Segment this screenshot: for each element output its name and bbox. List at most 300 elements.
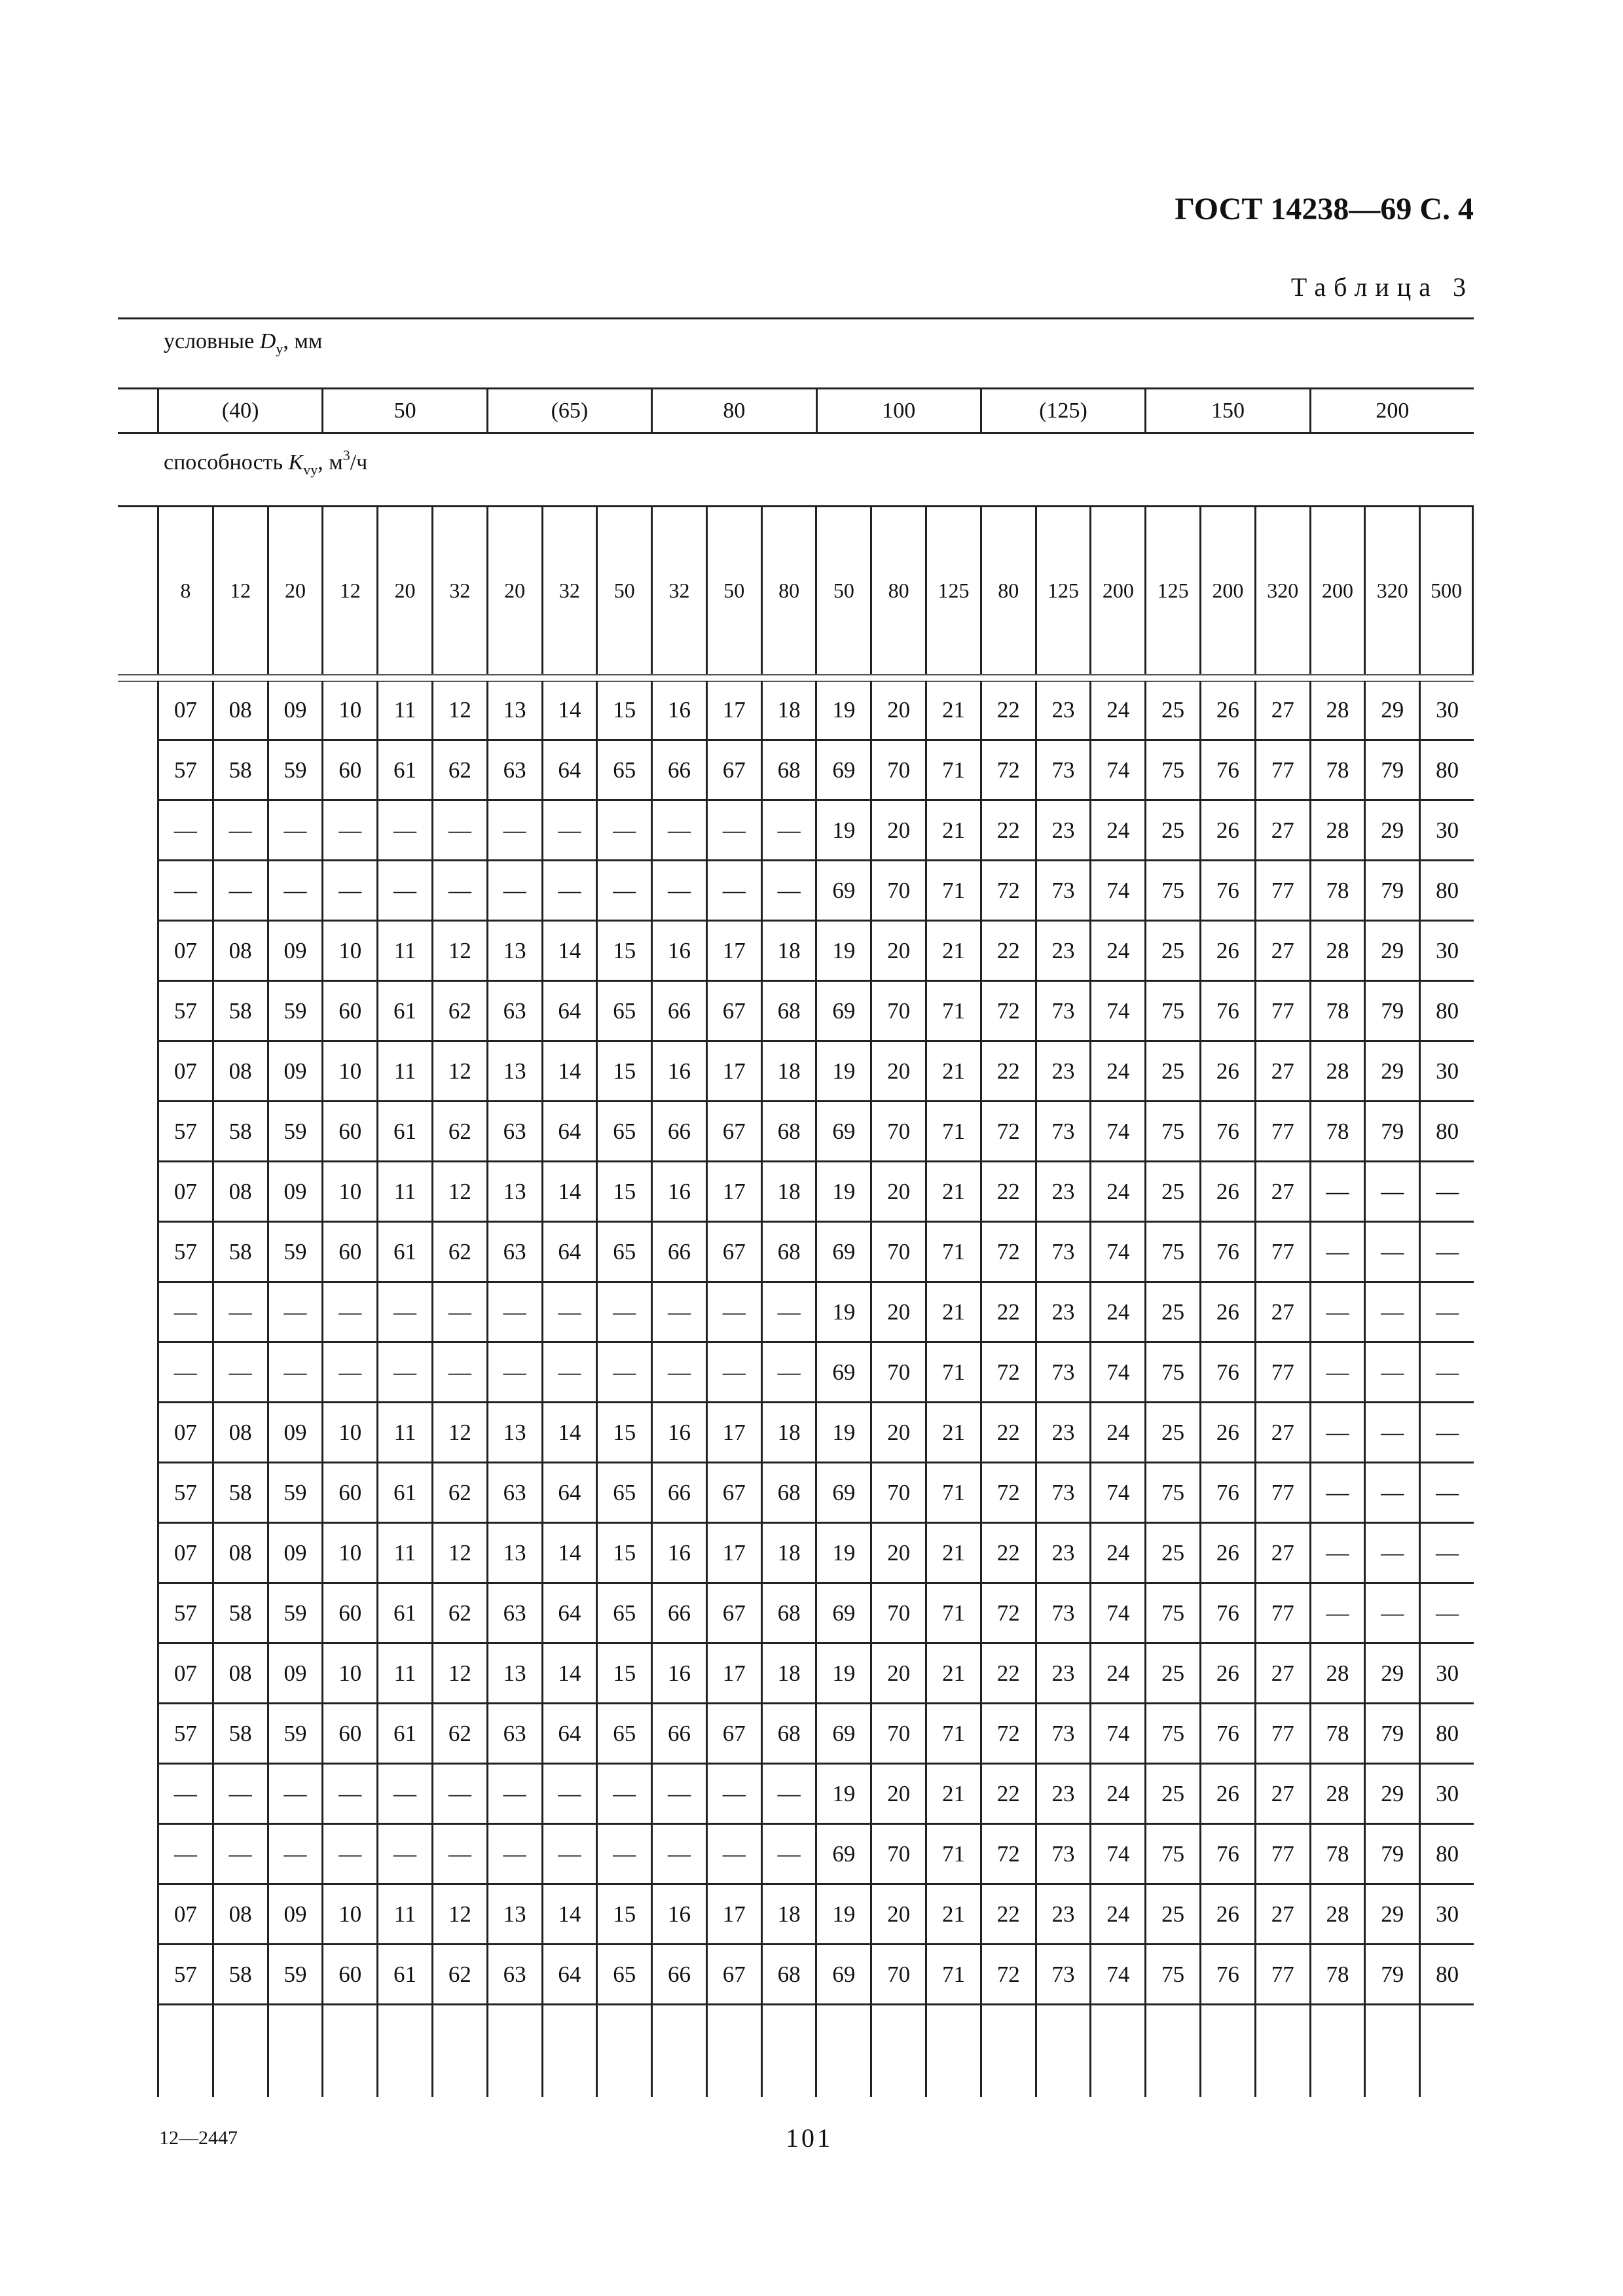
table-cell: 71 xyxy=(925,1343,980,1403)
table-cell: 20 xyxy=(870,922,925,982)
table-cell: 09 xyxy=(267,1885,322,1945)
table-cell: 72 xyxy=(980,1102,1035,1162)
table-cell: 57 xyxy=(157,1704,212,1765)
table-cell: 62 xyxy=(431,1584,486,1644)
table-cell: 13 xyxy=(486,1162,541,1223)
table-cell: 71 xyxy=(925,861,980,922)
table-cell: — xyxy=(596,1343,651,1403)
table-cell: 62 xyxy=(431,1223,486,1283)
table-cell: — xyxy=(706,1765,761,1825)
table-cell: 12 xyxy=(431,1644,486,1704)
table-cell: 26 xyxy=(1199,1403,1254,1463)
kv-cell: 32 xyxy=(651,507,706,674)
table-cell: 57 xyxy=(157,982,212,1042)
table-cell: 17 xyxy=(706,1162,761,1223)
flow-capacity-row xyxy=(157,507,1474,674)
table-cell: 27 xyxy=(1254,801,1309,861)
table-cell-empty xyxy=(1254,2005,1309,2097)
table-cell: — xyxy=(1309,1343,1364,1403)
table-cell: 75 xyxy=(1144,1584,1199,1644)
table-cell: 15 xyxy=(596,681,651,741)
table-cell: — xyxy=(431,801,486,861)
kv-cell: 20 xyxy=(376,507,431,674)
table-cell: 22 xyxy=(980,1885,1035,1945)
table-cell-empty xyxy=(651,2005,706,2097)
table-cell: 79 xyxy=(1364,1704,1419,1765)
table-cell: 70 xyxy=(870,1825,925,1885)
kv-cell: 320 xyxy=(1364,507,1419,674)
table-cell: 75 xyxy=(1144,1463,1199,1524)
table-cell: 80 xyxy=(1419,741,1474,801)
table-cell: 13 xyxy=(486,1885,541,1945)
table-cell: — xyxy=(1419,1223,1474,1283)
table-cell: — xyxy=(376,1343,431,1403)
table-cell: 62 xyxy=(431,1704,486,1765)
table-cell: 15 xyxy=(596,1524,651,1584)
table-cell: 76 xyxy=(1199,1945,1254,2005)
table-cell: 15 xyxy=(596,1885,651,1945)
table-cell: — xyxy=(706,1283,761,1343)
table-cell: 76 xyxy=(1199,1102,1254,1162)
table-cell: 73 xyxy=(1035,1825,1090,1885)
table-cell: 27 xyxy=(1254,1283,1309,1343)
table-cell: 27 xyxy=(1254,922,1309,982)
table-cell: 09 xyxy=(267,1644,322,1704)
table-caption: Таблица 3 xyxy=(1290,272,1474,302)
table-cell: 74 xyxy=(1089,1945,1144,2005)
table-cell: 57 xyxy=(157,1223,212,1283)
table-cell: 11 xyxy=(376,1403,431,1463)
table-cell: 73 xyxy=(1035,1102,1090,1162)
table-cell: — xyxy=(486,1765,541,1825)
table-cell: — xyxy=(1309,1463,1364,1524)
table-cell: 71 xyxy=(925,1825,980,1885)
table-cell: 30 xyxy=(1419,1644,1474,1704)
table-cell: — xyxy=(486,861,541,922)
dn-cell: 200 xyxy=(1309,389,1474,433)
table-cell: — xyxy=(1419,1403,1474,1463)
table-cell: 61 xyxy=(376,1584,431,1644)
table-cell: 67 xyxy=(706,1945,761,2005)
table-cell: 80 xyxy=(1419,1945,1474,2005)
table-cell: 12 xyxy=(431,681,486,741)
dn-cell: (40) xyxy=(157,389,321,433)
kv-unit-exponent: 3 xyxy=(342,447,350,463)
table-cell: — xyxy=(1419,1283,1474,1343)
table-cell: 58 xyxy=(212,1102,267,1162)
table-cell: — xyxy=(541,861,596,922)
table-cell: 22 xyxy=(980,1042,1035,1102)
table-cell: 67 xyxy=(706,741,761,801)
table-cell: 23 xyxy=(1035,1162,1090,1223)
table-cell: 09 xyxy=(267,1042,322,1102)
table-cell: — xyxy=(157,1825,212,1885)
table-cell-empty xyxy=(596,2005,651,2097)
table-cell: 80 xyxy=(1419,861,1474,922)
table-cell: 24 xyxy=(1089,922,1144,982)
table-cell: 68 xyxy=(761,1945,816,2005)
table-cell: 74 xyxy=(1089,741,1144,801)
table-cell: — xyxy=(486,1343,541,1403)
kv-cell: 12 xyxy=(212,507,267,674)
table-cell: — xyxy=(431,1283,486,1343)
table-cell: — xyxy=(596,1283,651,1343)
table-cell: 74 xyxy=(1089,982,1144,1042)
table-cell: 68 xyxy=(761,982,816,1042)
footer-code: 12—2447 xyxy=(159,2127,238,2149)
table-cell: 76 xyxy=(1199,861,1254,922)
table-cell: 71 xyxy=(925,1223,980,1283)
table-cell: 26 xyxy=(1199,922,1254,982)
table-cell: 66 xyxy=(651,1704,706,1765)
table-cell: 62 xyxy=(431,982,486,1042)
table-cell: 07 xyxy=(157,1524,212,1584)
table-cell: 65 xyxy=(596,1223,651,1283)
table-cell: 27 xyxy=(1254,1524,1309,1584)
table-cell-empty xyxy=(870,2005,925,2097)
table-cell: — xyxy=(596,801,651,861)
dn-cell: (125) xyxy=(980,389,1144,433)
table-cell: 24 xyxy=(1089,1162,1144,1223)
table-cell: 16 xyxy=(651,922,706,982)
table-cell: 60 xyxy=(321,1584,376,1644)
table-cell: — xyxy=(761,1765,816,1825)
table-cell: 70 xyxy=(870,861,925,922)
table-cell: 18 xyxy=(761,1162,816,1223)
table-cell: 61 xyxy=(376,982,431,1042)
table-cell: 74 xyxy=(1089,861,1144,922)
table-cell: 15 xyxy=(596,1162,651,1223)
kv-cell: 200 xyxy=(1309,507,1364,674)
table-cell: 63 xyxy=(486,1223,541,1283)
kv-subscript: vy xyxy=(303,461,318,478)
kv-cell: 125 xyxy=(1035,507,1090,674)
table-cell: 23 xyxy=(1035,1765,1090,1825)
table-cell: 59 xyxy=(267,1223,322,1283)
table-cell: 73 xyxy=(1035,741,1090,801)
table-cell: — xyxy=(212,1765,267,1825)
table-cell: 20 xyxy=(870,1042,925,1102)
table-cell: 79 xyxy=(1364,741,1419,801)
table-cell: 25 xyxy=(1144,1644,1199,1704)
table-cell: 29 xyxy=(1364,1885,1419,1945)
table-cell: 17 xyxy=(706,922,761,982)
table-cell: 68 xyxy=(761,1584,816,1644)
table-cell: 77 xyxy=(1254,1825,1309,1885)
table-cell: 18 xyxy=(761,922,816,982)
table-cell: 74 xyxy=(1089,1704,1144,1765)
table-cell: — xyxy=(761,1825,816,1885)
table-cell: 57 xyxy=(157,1584,212,1644)
table-cell: 18 xyxy=(761,1042,816,1102)
table-cell: 80 xyxy=(1419,1825,1474,1885)
nominal-diameter-row xyxy=(157,389,1474,433)
table-cell: — xyxy=(157,1283,212,1343)
table-cell: 21 xyxy=(925,1042,980,1102)
table-cell: 24 xyxy=(1089,1283,1144,1343)
table-cell: 76 xyxy=(1199,1463,1254,1524)
table-cell: 27 xyxy=(1254,1885,1309,1945)
table-cell: 68 xyxy=(761,741,816,801)
table-cell: — xyxy=(761,1283,816,1343)
table-cell: 76 xyxy=(1199,741,1254,801)
kv-cell: 125 xyxy=(1144,507,1199,674)
table-cell: — xyxy=(1364,1162,1419,1223)
table-cell: 74 xyxy=(1089,1584,1144,1644)
table-cell: 71 xyxy=(925,982,980,1042)
table-cell-empty xyxy=(212,2005,267,2097)
table-cell: 69 xyxy=(815,982,870,1042)
table-cell: 24 xyxy=(1089,681,1144,741)
table-cell: 63 xyxy=(486,741,541,801)
table-cell: 08 xyxy=(212,1162,267,1223)
table-cell: 26 xyxy=(1199,1885,1254,1945)
table-cell: 71 xyxy=(925,1584,980,1644)
table-cell: 13 xyxy=(486,1644,541,1704)
table-cell: — xyxy=(541,1825,596,1885)
table-cell: 73 xyxy=(1035,861,1090,922)
table-cell: — xyxy=(376,1825,431,1885)
table-cell: — xyxy=(321,1283,376,1343)
table-cell: 10 xyxy=(321,1885,376,1945)
table-cell-empty xyxy=(157,2005,212,2097)
table-cell: 59 xyxy=(267,1704,322,1765)
table-cell: 21 xyxy=(925,801,980,861)
table-cell: 13 xyxy=(486,681,541,741)
table-cell: 65 xyxy=(596,982,651,1042)
table-cell: — xyxy=(541,1343,596,1403)
table-cell: — xyxy=(376,861,431,922)
table-cell: 21 xyxy=(925,1765,980,1825)
table-cell: 72 xyxy=(980,1463,1035,1524)
table-cell: 21 xyxy=(925,1524,980,1584)
table-cell: — xyxy=(596,861,651,922)
table-cell: 67 xyxy=(706,982,761,1042)
table-cell: 72 xyxy=(980,1584,1035,1644)
table-cell: 24 xyxy=(1089,1885,1144,1945)
table-cell: 60 xyxy=(321,1463,376,1524)
dn-cell: 100 xyxy=(816,389,980,433)
kv-cell: 200 xyxy=(1089,507,1144,674)
table-cell: 75 xyxy=(1144,861,1199,922)
table-cell: — xyxy=(267,1765,322,1825)
table-cell: 17 xyxy=(706,1524,761,1584)
table-cell: 72 xyxy=(980,982,1035,1042)
dn-cell: 150 xyxy=(1144,389,1309,433)
table-cell: 17 xyxy=(706,1885,761,1945)
table-cell: 27 xyxy=(1254,681,1309,741)
table-cell: 09 xyxy=(267,1524,322,1584)
table-cell-empty xyxy=(486,2005,541,2097)
table-cell: 66 xyxy=(651,1102,706,1162)
table-cell: — xyxy=(596,1825,651,1885)
table-cell: 76 xyxy=(1199,1825,1254,1885)
table-cell: 72 xyxy=(980,861,1035,922)
kv-cell: 8 xyxy=(157,507,212,674)
table-cell: 30 xyxy=(1419,801,1474,861)
table-cell: 77 xyxy=(1254,1223,1309,1283)
kv-unit: м xyxy=(329,450,343,475)
table-cell: 65 xyxy=(596,1463,651,1524)
table-cell: 25 xyxy=(1144,1042,1199,1102)
kv-label-prefix: способность xyxy=(164,450,283,475)
table-cell: 08 xyxy=(212,681,267,741)
dn-label: условные $D_у$, мм xyxy=(164,329,323,357)
table-cell: 63 xyxy=(486,1463,541,1524)
table-cell: — xyxy=(431,1343,486,1403)
table-cell-empty xyxy=(925,2005,980,2097)
table-cell: 18 xyxy=(761,1885,816,1945)
table-cell: 19 xyxy=(815,1162,870,1223)
table-cell: — xyxy=(212,861,267,922)
table-cell: 72 xyxy=(980,1343,1035,1403)
table-cell-empty xyxy=(980,2005,1035,2097)
table-cell: 10 xyxy=(321,1042,376,1102)
table-cell: 60 xyxy=(321,1102,376,1162)
table-cell: 17 xyxy=(706,1042,761,1102)
table-cell: 21 xyxy=(925,1885,980,1945)
table-cell: 12 xyxy=(431,922,486,982)
table-cell: — xyxy=(1364,1283,1419,1343)
table-cell: 30 xyxy=(1419,1885,1474,1945)
table-cell: 23 xyxy=(1035,1644,1090,1704)
table-cell: 72 xyxy=(980,1945,1035,2005)
table-cell: 23 xyxy=(1035,1885,1090,1945)
table-cell: 68 xyxy=(761,1704,816,1765)
table-cell: 72 xyxy=(980,741,1035,801)
table-cell: 77 xyxy=(1254,1945,1309,2005)
table-cell: — xyxy=(761,1343,816,1403)
table-cell: 67 xyxy=(706,1223,761,1283)
table-cell: — xyxy=(1364,1343,1419,1403)
table-cell: — xyxy=(157,861,212,922)
table-cell: 08 xyxy=(212,1403,267,1463)
table-cell: 70 xyxy=(870,1584,925,1644)
table-cell: 70 xyxy=(870,741,925,801)
table-cell: 15 xyxy=(596,1403,651,1463)
table-cell: — xyxy=(1364,1403,1419,1463)
table-cell-empty xyxy=(1419,2005,1474,2097)
table-cell: 10 xyxy=(321,922,376,982)
table-cell: 25 xyxy=(1144,1765,1199,1825)
table-cell: 62 xyxy=(431,1463,486,1524)
table-cell: 67 xyxy=(706,1704,761,1765)
table-cell: 19 xyxy=(815,1765,870,1825)
table-cell-empty xyxy=(706,2005,761,2097)
table-cell: 17 xyxy=(706,681,761,741)
table-cell: 26 xyxy=(1199,1524,1254,1584)
table-cell: 14 xyxy=(541,1403,596,1463)
table-cell: 69 xyxy=(815,1463,870,1524)
table-cell: — xyxy=(541,1283,596,1343)
table-cell-empty xyxy=(761,2005,816,2097)
table-cell: 29 xyxy=(1364,922,1419,982)
table-cell: 78 xyxy=(1309,861,1364,922)
table-cell: 07 xyxy=(157,681,212,741)
table-cell: 60 xyxy=(321,1223,376,1283)
table-cell: 14 xyxy=(541,1885,596,1945)
table-cell: 20 xyxy=(870,1162,925,1223)
table-cell: 76 xyxy=(1199,982,1254,1042)
table-cell: 66 xyxy=(651,1584,706,1644)
table-cell: — xyxy=(157,801,212,861)
table-cell: 29 xyxy=(1364,801,1419,861)
table-cell-empty xyxy=(376,2005,431,2097)
table-cell: 20 xyxy=(870,1885,925,1945)
table-cell: 77 xyxy=(1254,1463,1309,1524)
table-cell: — xyxy=(651,1765,706,1825)
page-number: 101 xyxy=(786,2123,833,2153)
table-cell: 70 xyxy=(870,1945,925,2005)
table-cell: 70 xyxy=(870,1463,925,1524)
table-cell: 60 xyxy=(321,1945,376,2005)
table-cell-empty xyxy=(815,2005,870,2097)
table-cell: 28 xyxy=(1309,801,1364,861)
table-cell: 79 xyxy=(1364,861,1419,922)
table-cell: 59 xyxy=(267,741,322,801)
table-cell: 23 xyxy=(1035,1042,1090,1102)
table-cell: 13 xyxy=(486,922,541,982)
table-cell: 19 xyxy=(815,1042,870,1102)
table-cell: 27 xyxy=(1254,1162,1309,1223)
table-cell: 07 xyxy=(157,1042,212,1102)
table-cell: — xyxy=(157,1343,212,1403)
table-cell: 10 xyxy=(321,681,376,741)
table-cell: 12 xyxy=(431,1885,486,1945)
table-cell: 22 xyxy=(980,1765,1035,1825)
table-cell: 61 xyxy=(376,1945,431,2005)
table-cell: 62 xyxy=(431,741,486,801)
dn-subscript: у xyxy=(276,340,283,357)
table-cell: — xyxy=(1309,1524,1364,1584)
table-cell: — xyxy=(486,1825,541,1885)
table-cell: 19 xyxy=(815,681,870,741)
table-cell: 76 xyxy=(1199,1584,1254,1644)
table-cell: 57 xyxy=(157,1945,212,2005)
table-cell: 74 xyxy=(1089,1223,1144,1283)
table-cell: 13 xyxy=(486,1042,541,1102)
table-cell: 22 xyxy=(980,1162,1035,1223)
table-cell: 07 xyxy=(157,1644,212,1704)
table-cell: 19 xyxy=(815,1524,870,1584)
table-cell: 20 xyxy=(870,1524,925,1584)
table-cell: 22 xyxy=(980,922,1035,982)
table-cell: 58 xyxy=(212,982,267,1042)
table-cell: 08 xyxy=(212,1885,267,1945)
table-cell: — xyxy=(212,801,267,861)
table-cell: 16 xyxy=(651,1524,706,1584)
table-cell: 58 xyxy=(212,741,267,801)
table-cell: 19 xyxy=(815,922,870,982)
table-cell: — xyxy=(1419,1584,1474,1644)
table-cell: 69 xyxy=(815,741,870,801)
table-cell: 69 xyxy=(815,1825,870,1885)
table-cell: 61 xyxy=(376,741,431,801)
table-cell: 21 xyxy=(925,1283,980,1343)
table-cell: 68 xyxy=(761,1223,816,1283)
table-cell: 78 xyxy=(1309,982,1364,1042)
kv-symbol: K xyxy=(288,450,304,475)
table-cell: 79 xyxy=(1364,1102,1419,1162)
table-cell: 59 xyxy=(267,1463,322,1524)
table-cell: 21 xyxy=(925,1644,980,1704)
table-cell: 09 xyxy=(267,681,322,741)
table-cell: 63 xyxy=(486,982,541,1042)
table-cell: 09 xyxy=(267,1162,322,1223)
table-cell-empty xyxy=(541,2005,596,2097)
table-cell: — xyxy=(212,1343,267,1403)
table-cell: — xyxy=(157,1765,212,1825)
